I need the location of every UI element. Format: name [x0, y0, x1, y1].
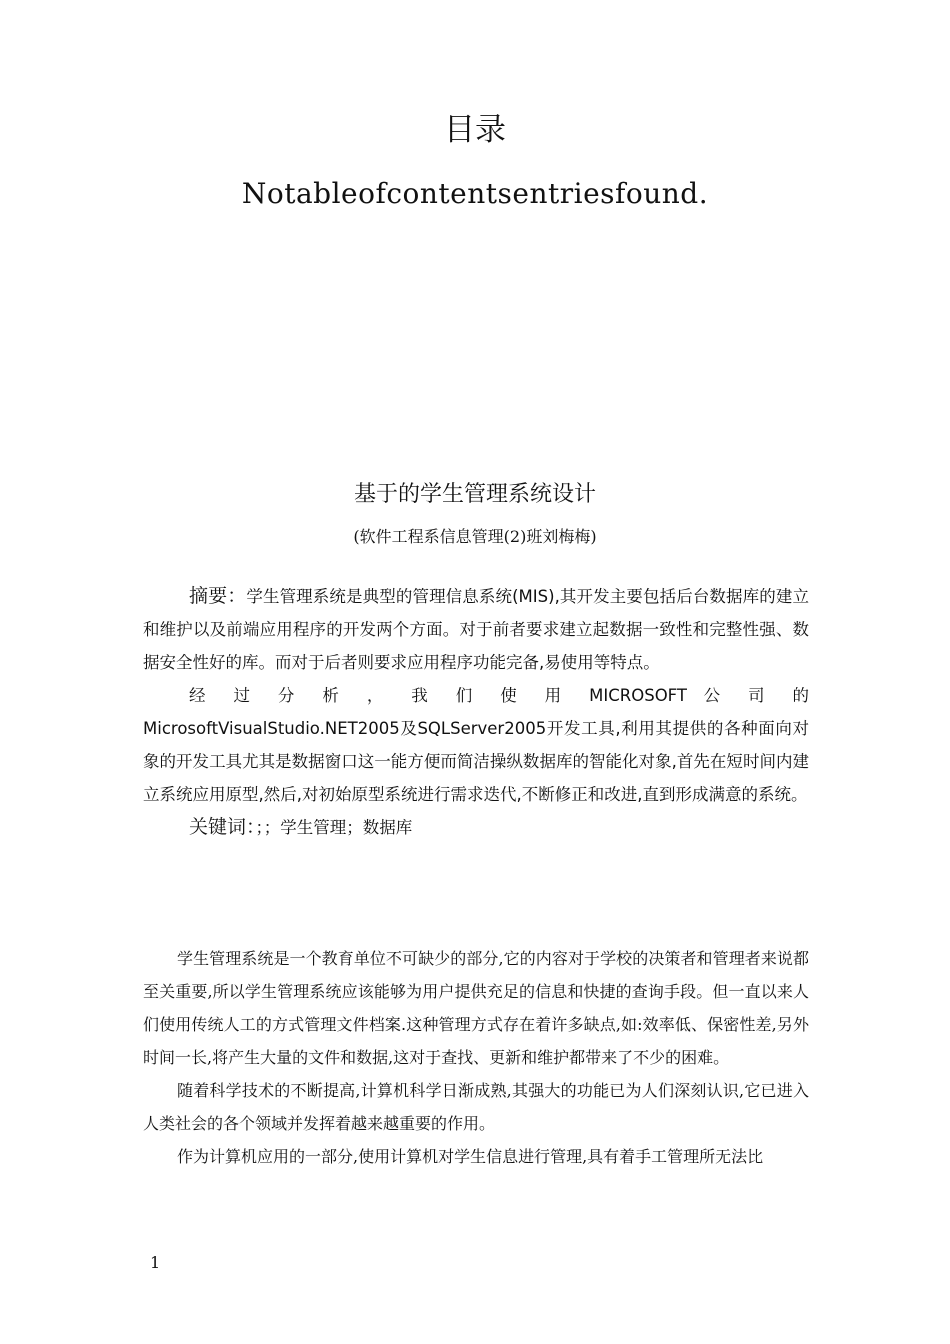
abstract-paragraph [143, 580, 809, 679]
abstract-label: 摘要： [189, 585, 247, 607]
toc-heading: 目录 [444, 112, 506, 148]
body-paragraph-3: 作为计算机应用的一部分,使用计算机对学生信息进行管理,具有着手工管理所无法比 [177, 1147, 764, 1166]
page-number: 1 [150, 1253, 161, 1272]
body-paragraph-1: 学生管理系统是一个教育单位不可缺少的部分,它的内容对于学校的决策者和管理者来说都至关重要,所以学生管理系统应该能够为用户提供充足的信息和快捷的查询手段。但一直以来人们使用传统人工的方式管理文件档案.这种管理方式存在着许多缺点,如:效率低、保密性差,另外时间一长,将产生大量的文件和数据,这对于查找、更新和维护都带来了不少的困难。 [143, 949, 809, 1067]
abstract-paragraph-2-rest: MicrosoftVisualStudio.NET2005及SQLServer2005开发工具,利用其提供的各种面向对象的开发工具尤其是数据窗口这一能方便而简洁操纵数据库的智能化对象,首先在短时间内建立系统应用原型,然后,对初始原型系统进行需求迭代,不断修正和改进,直到形成满意的系统。 [143, 719, 809, 804]
abstract-paragraph-2-first-line: 经 过 分 析 ， 我 们 使 用 MICROSOFT 公 司 的 [189, 686, 809, 705]
body-paragraph-2: 随着科学技术的不断提高,计算机科学日渐成熟,其强大的功能已为人们深刻认识,它已进入人类社会的各个领域并发挥着越来越重要的作用。 [143, 1081, 809, 1133]
keywords-label: 关键词： [189, 816, 256, 838]
keywords-text: ；；学生管理；数据库 [255, 818, 413, 837]
paper-title: 基于的学生管理系统设计 [353, 482, 596, 507]
paper-author: (软件工程系信息管理(2)班刘梅梅) [353, 527, 597, 546]
toc-empty-message: Notableofcontentsentriesfound. [241, 177, 709, 210]
keywords-line [143, 811, 809, 844]
introduction-section [143, 942, 809, 1173]
abstract-section [143, 580, 809, 844]
abstract-text-1: 学生管理系统是典型的管理信息系统(MIS),其开发主要包括后台数据库的建立和维护以及前端应用程序的开发两个方面。对于前者要求建立起数据一致性和完整性强、数据安全性好的库。而对于后者则要求应用程序功能完备,易使用等特点。 [143, 587, 809, 672]
